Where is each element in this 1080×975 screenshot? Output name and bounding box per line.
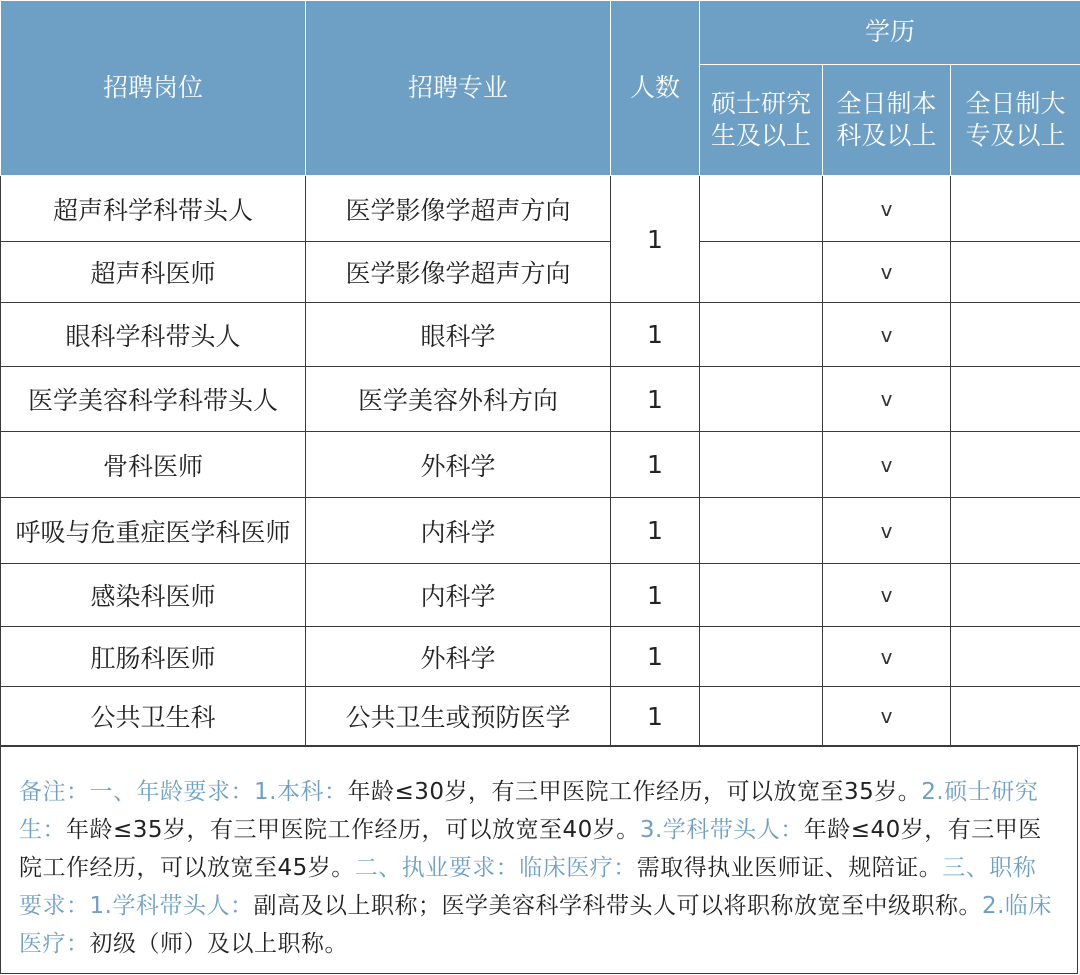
table-row — [1, 432, 1080, 498]
cell-college — [951, 303, 1080, 367]
cell-position: 感染科医师 — [1, 564, 306, 627]
cell-position: 眼科学科带头人 — [1, 303, 306, 367]
table-row — [1, 627, 1080, 687]
table-row — [1, 687, 1080, 746]
table-body — [1, 176, 1080, 746]
cell-college — [951, 432, 1080, 498]
table-row — [1, 498, 1080, 564]
note-title-clinical: 初级（师）及以上职称。 — [89, 931, 348, 957]
cell-master — [700, 687, 823, 746]
cell-major: 内科学 — [306, 564, 611, 627]
table-row — [1, 176, 1080, 242]
cell-major: 医学影像学超声方向 — [306, 176, 611, 242]
cell-master — [700, 242, 823, 303]
cell-college — [951, 242, 1080, 303]
cell-position: 超声科学科带头人 — [1, 176, 306, 242]
note-title-leader: 副高及以上职称；医学美容科学科带头人可以将职称放宽至中级职称。 — [253, 893, 982, 919]
cell-college — [951, 627, 1080, 687]
cell-bachelor: v — [823, 367, 951, 432]
cell-bachelor: v — [823, 176, 951, 242]
cell-bachelor: v — [823, 627, 951, 687]
cell-bachelor: v — [823, 687, 951, 746]
cell-college — [951, 498, 1080, 564]
header-edu-college: 全日制大专及以上 — [951, 65, 1080, 176]
cell-master — [700, 432, 823, 498]
note-age-master: 年龄≤35岁，有三甲医院工作经历，可以放宽至40岁。 — [66, 817, 640, 843]
cell-bachelor: v — [823, 432, 951, 498]
note-title-heading: 三、职称要求：1.学科带头人： — [19, 855, 1037, 919]
note-license-text: 需取得执业医师证、规陪证。 — [636, 855, 943, 881]
cell-master — [700, 498, 823, 564]
cell-count: 1 — [611, 498, 700, 564]
cell-position: 超声科医师 — [1, 242, 306, 303]
note-license-heading: 二、执业要求：临床医疗： — [354, 855, 637, 881]
header-education: 学历 — [700, 1, 1080, 65]
cell-college — [951, 367, 1080, 432]
cell-major: 内科学 — [306, 498, 611, 564]
cell-count: 1 — [611, 627, 700, 687]
cell-count: 1 — [611, 564, 700, 627]
table-row — [1, 564, 1080, 627]
header-count: 人数 — [611, 1, 700, 176]
cell-count: 1 — [611, 687, 700, 746]
cell-major: 眼科学 — [306, 303, 611, 367]
remarks-box — [0, 746, 1078, 974]
note-leader-heading: 3.学科带头人： — [639, 817, 804, 843]
cell-count: 1 — [611, 432, 700, 498]
cell-college — [951, 687, 1080, 746]
cell-college — [951, 564, 1080, 627]
cell-position: 呼吸与危重症医学科医师 — [1, 498, 306, 564]
header-edu-bachelor: 全日制本科及以上 — [823, 65, 951, 176]
table-row — [1, 303, 1080, 367]
cell-bachelor: v — [823, 303, 951, 367]
header-major: 招聘专业 — [306, 1, 611, 176]
cell-bachelor: v — [823, 564, 951, 627]
cell-master — [700, 367, 823, 432]
cell-position: 公共卫生科 — [1, 687, 306, 746]
note-clinical-heading: 2.临床医疗： — [19, 893, 1052, 957]
cell-master — [700, 564, 823, 627]
cell-count: 1 — [611, 367, 700, 432]
cell-bachelor: v — [823, 242, 951, 303]
cell-college — [951, 176, 1080, 242]
cell-major: 外科学 — [306, 432, 611, 498]
cell-major: 公共卫生或预防医学 — [306, 687, 611, 746]
cell-master — [700, 303, 823, 367]
cell-bachelor: v — [823, 498, 951, 564]
header-position: 招聘岗位 — [1, 1, 306, 176]
cell-count: 1 — [611, 303, 700, 367]
cell-master — [700, 627, 823, 687]
table-header — [1, 1, 1080, 176]
cell-position: 骨科医师 — [1, 432, 306, 498]
note-age-heading: 备注：一、年龄要求：1.本科： — [19, 779, 348, 805]
cell-master — [700, 176, 823, 242]
note-age-bachelor: 年龄≤30岁，有三甲医院工作经历，可以放宽至35岁。 — [347, 779, 922, 805]
note-age-leader: 年龄≤40岁，有三甲医院工作经历，可以放宽至45岁。 — [19, 817, 1042, 881]
header-edu-master: 硕士研究生及以上 — [700, 65, 823, 176]
cell-position: 肛肠科医师 — [1, 627, 306, 687]
cell-major: 医学美容外科方向 — [306, 367, 611, 432]
cell-count: 1 — [611, 176, 700, 303]
table-row — [1, 367, 1080, 432]
table-row — [1, 242, 1080, 303]
cell-major: 外科学 — [306, 627, 611, 687]
cell-position: 医学美容科学科带头人 — [1, 367, 306, 432]
note-master-heading: 2.硕士研究生： — [19, 779, 1039, 843]
cell-major: 医学影像学超声方向 — [306, 242, 611, 303]
